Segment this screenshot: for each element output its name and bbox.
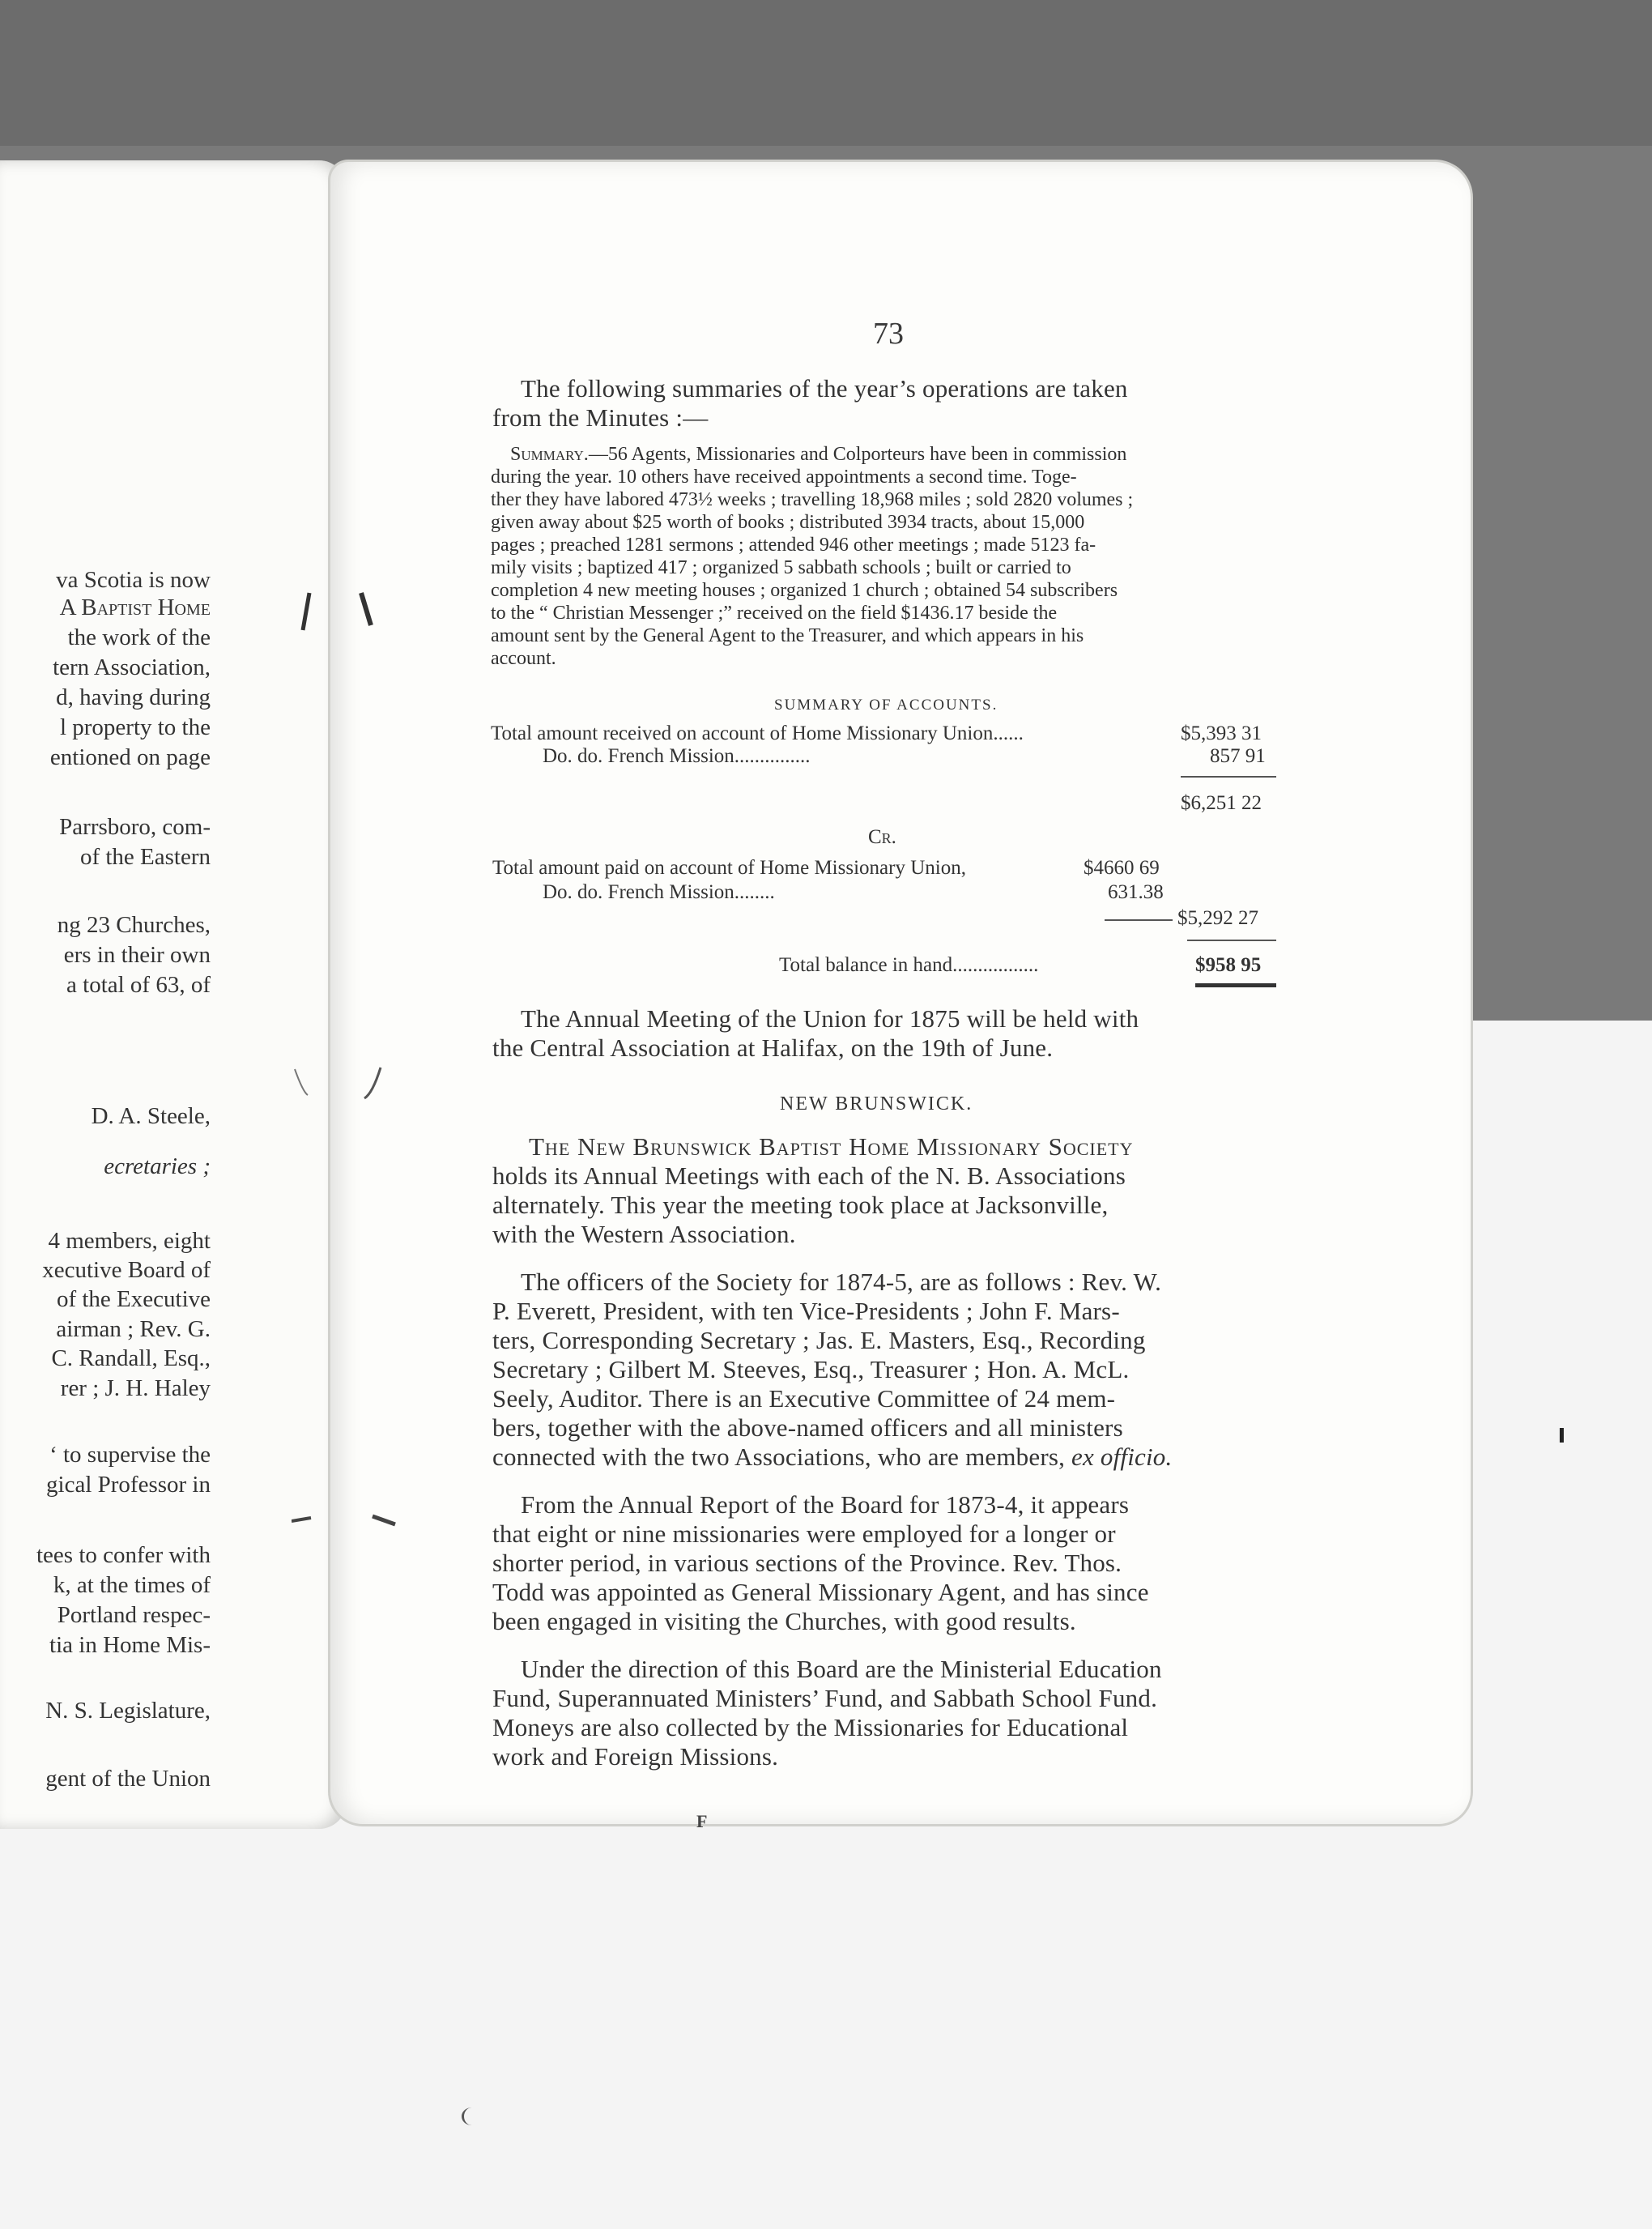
left-line: gical Professor in	[46, 1472, 211, 1498]
nb-para3-line: been engaged in visiting the Churches, with good results.	[492, 1607, 1076, 1635]
paid-french-label: Do. do. French Mission........	[543, 881, 775, 903]
left-line: xecutive Board of	[42, 1257, 211, 1283]
left-line: of the Executive	[56, 1286, 211, 1312]
left-line: k, at the times of	[53, 1572, 211, 1598]
left-line: the work of the	[67, 624, 211, 650]
nb-para2-line: The officers of the Society for 1874-5, are as follows : Rev. W.	[521, 1268, 1162, 1296]
double-rule	[1195, 983, 1276, 987]
nb-para3-line: Todd was appointed as General Missionary Agent, and has since	[492, 1578, 1149, 1606]
left-line: ng 23 Churches,	[57, 912, 211, 938]
summary-line: ther they have labored 473½ weeks ; travelling 18,968 miles ; sold 2820 volumes ;	[491, 489, 1134, 510]
balance-value: $958 95	[1195, 954, 1262, 976]
nb-para1-line: with the Western Association.	[492, 1220, 796, 1248]
nb-para2-line	[492, 1443, 1172, 1472]
left-line: airman ; Rev. G.	[56, 1316, 211, 1342]
nb-para1-line: alternately. This year the meeting took place at Jacksonville,	[492, 1191, 1109, 1219]
nb-para2-line: Seely, Auditor. There is an Executive Committee of 24 mem-	[492, 1384, 1116, 1413]
summary-line: mily visits ; baptized 417 ; organized 5 sabbath schools ; built or carried to	[491, 557, 1071, 578]
left-line: ‘ to supervise the	[49, 1442, 211, 1468]
background-top	[0, 0, 1652, 146]
balance-label: Total balance in hand.................	[779, 954, 1039, 976]
left-line: Portland respec-	[57, 1602, 211, 1628]
paid-total: $5,292 27	[1177, 907, 1258, 929]
nb-para4-line: Fund, Superannuated Ministers’ Fund, and Sabbath School Fund.	[492, 1684, 1158, 1712]
cr-label: Cr.	[868, 826, 896, 848]
received-french-value: 857 91	[1210, 745, 1266, 767]
summary-line: pages ; preached 1281 sermons ; attended 946 other meetings ; made 5123 fa-	[491, 535, 1096, 556]
annual-meeting-line: the Central Association at Halifax, on the 19th of June.	[492, 1034, 1054, 1062]
left-line: va Scotia is now	[56, 567, 211, 593]
summary-line: to the “ Christian Messenger ;” received on the field $1436.17 beside the	[491, 603, 1058, 624]
nb-para4-line: work and Foreign Missions.	[492, 1742, 779, 1771]
summary-line	[510, 444, 1126, 466]
summary-line: during the year. 10 others have received appointments a second time. Toge-	[491, 467, 1077, 488]
received-french-label: Do. do. French Mission...............	[543, 745, 811, 767]
subtotal-rule	[1181, 776, 1276, 778]
right-page	[330, 162, 1471, 1831]
intro-line: The following summaries of the year’s operations are taken	[521, 374, 1128, 403]
left-line: ers in their own	[63, 942, 211, 968]
paid-french-value: 631.38	[1108, 881, 1164, 903]
paid-home-label: Total amount paid on account of Home Missionary Union,	[492, 857, 966, 879]
margin-mark	[1560, 1428, 1564, 1443]
section-heading: NEW BRUNSWICK.	[780, 1093, 973, 1114]
nb-para4-line: Moneys are also collected by the Missionaries for Educational	[492, 1713, 1129, 1741]
left-line: tia in Home Mis-	[49, 1632, 211, 1658]
paid-home-value: $4660 69	[1084, 857, 1160, 879]
summary-line: completion 4 new meeting houses ; organized 1 church ; obtained 54 subscribers	[491, 580, 1118, 601]
received-home-value: $5,393 31	[1181, 722, 1262, 744]
left-line: A Baptist Home	[59, 595, 211, 620]
nb-para2-line: bers, together with the above-named officers and all ministers	[492, 1413, 1123, 1442]
total-rule	[1187, 940, 1276, 941]
nb-para3-line: shorter period, in various sections of the Province. Rev. Thos.	[492, 1549, 1122, 1577]
intro-line: from the Minutes :—	[492, 403, 709, 432]
left-line: tees to confer with	[36, 1542, 211, 1568]
received-total: $6,251 22	[1181, 792, 1262, 814]
accounts-heading: SUMMARY OF ACCOUNTS.	[774, 697, 998, 714]
annual-meeting-line: The Annual Meeting of the Union for 1875 will be held with	[521, 1004, 1139, 1033]
nb-para1-lead: The New Brunswick Baptist Home Missionary Society	[529, 1132, 1134, 1161]
nb-para2-text: connected with the two Associations, who are members,	[492, 1443, 1066, 1471]
nb-para3-line: From the Annual Report of the Board for 1873-4, it appears	[521, 1490, 1130, 1519]
nb-para2-line: ters, Corresponding Secretary ; Jas. E. Masters, Esq., Recording	[492, 1326, 1146, 1354]
nb-para1-line: holds its Annual Meetings with each of the N. B. Associations	[492, 1161, 1126, 1190]
left-line: Parrsboro, com-	[59, 814, 211, 840]
left-line: D. A. Steele,	[91, 1103, 211, 1129]
summary-line: amount sent by the General Agent to the Treasurer, and which appears in his	[491, 625, 1084, 646]
nb-para2-line: Secretary ; Gilbert M. Steeves, Esq., Treasurer ; Hon. A. McL.	[492, 1355, 1130, 1383]
left-line: ecretaries ;	[104, 1153, 211, 1179]
left-line: rer ; J. H. Haley	[60, 1375, 211, 1401]
left-line: N. S. Legislature,	[45, 1698, 211, 1724]
nb-para2-line: P. Everett, President, with ten Vice-Presidents ; John F. Mars-	[492, 1297, 1120, 1325]
summary-label: Summary.	[510, 444, 589, 465]
scan-artifact	[462, 2108, 482, 2125]
left-line: entioned on page	[49, 744, 211, 770]
gutter-marks	[292, 583, 421, 1555]
left-line: l property to the	[59, 714, 211, 740]
left-line: tern Association,	[53, 654, 211, 680]
ex-officio-text: ex officio.	[1071, 1443, 1173, 1471]
left-line: of the Eastern	[79, 844, 211, 870]
nb-para3-line: that eight or nine missionaries were employed for a longer or	[492, 1519, 1116, 1548]
summary-line: given away about $25 worth of books ; distributed 3934 tracts, about 15,000	[491, 512, 1085, 533]
signature-mark: F	[696, 1811, 708, 1831]
summary-text: —56 Agents, Missionaries and Colporteurs have been in commission	[588, 444, 1127, 465]
left-line: gent of the Union	[45, 1766, 211, 1792]
dash-rule	[1105, 919, 1173, 921]
page-number: 73	[873, 317, 904, 351]
left-line: a total of 63, of	[66, 972, 211, 998]
left-line: C. Randall, Esq.,	[51, 1345, 211, 1371]
received-home-label: Total amount received on account of Home Missionary Union......	[491, 722, 1024, 744]
left-line: d, having during	[56, 684, 211, 710]
nb-para4-line: Under the direction of this Board are the Ministerial Education	[521, 1655, 1162, 1683]
left-line: 4 members, eight	[48, 1228, 211, 1254]
summary-line: account.	[491, 648, 556, 669]
